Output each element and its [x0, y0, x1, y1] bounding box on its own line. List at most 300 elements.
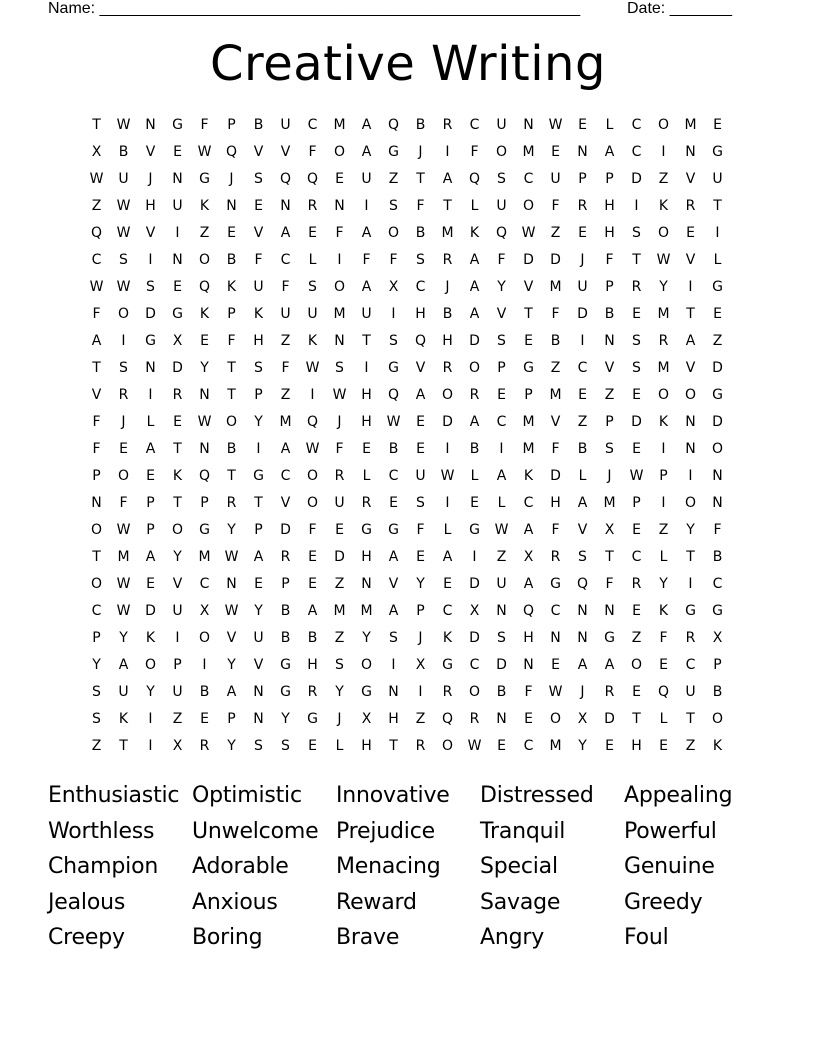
grid-letter: E: [632, 684, 641, 700]
grid-letter: X: [469, 603, 480, 619]
grid-letter: S: [497, 630, 506, 646]
grid-letter: G: [469, 522, 480, 538]
grid-letter: B: [388, 441, 399, 457]
grid-letter: X: [577, 711, 588, 727]
grid-letter: Q: [441, 711, 454, 727]
grid-letter: B: [280, 630, 291, 646]
grid-letter: F: [470, 144, 479, 160]
grid-letter: J: [337, 711, 342, 727]
word-list-item: Tranquil: [480, 818, 566, 844]
grid-letter: Q: [90, 225, 103, 241]
grid-letter: O: [333, 279, 346, 295]
grid-letter: T: [713, 198, 722, 214]
grid-letter: A: [118, 657, 129, 673]
grid-letter: H: [361, 414, 372, 430]
grid-letter: X: [91, 144, 102, 160]
grid-letter: E: [659, 657, 668, 673]
grid-letter: B: [280, 603, 291, 619]
grid-letter: Z: [415, 711, 426, 727]
grid-letter: I: [391, 306, 396, 322]
grid-letter: M: [522, 414, 535, 430]
grid-row: [83, 139, 731, 166]
grid-letter: P: [605, 414, 614, 430]
grid-letter: U: [496, 576, 507, 592]
grid-letter: U: [253, 630, 264, 646]
grid-letter: P: [605, 171, 614, 187]
grid-letter: Z: [280, 333, 291, 349]
grid-letter: A: [523, 576, 534, 592]
grid-letter: K: [199, 306, 210, 322]
grid-letter: W: [332, 387, 347, 403]
grid-letter: J: [337, 414, 342, 430]
grid-letter: A: [496, 468, 507, 484]
word-list-item: Anxious: [192, 889, 278, 915]
grid-letter: R: [442, 360, 453, 376]
grid-letter: J: [607, 468, 612, 484]
grid-letter: T: [686, 711, 695, 727]
grid-letter: N: [172, 252, 183, 268]
grid-letter: E: [443, 576, 452, 592]
grid-letter: E: [146, 576, 155, 592]
grid-letter: O: [306, 468, 319, 484]
grid-letter: Y: [92, 657, 101, 673]
grid-row: [83, 409, 731, 436]
grid-letter: C: [685, 657, 696, 673]
grid-letter: F: [389, 252, 398, 268]
grid-letter: N: [604, 603, 615, 619]
grid-letter: Q: [657, 684, 670, 700]
grid-letter: R: [685, 198, 696, 214]
grid-letter: L: [470, 468, 479, 484]
grid-letter: T: [227, 387, 236, 403]
grid-letter: N: [550, 630, 561, 646]
grid-letter: S: [416, 252, 425, 268]
grid-letter: G: [172, 117, 183, 133]
grid-letter: I: [580, 333, 585, 349]
grid-letter: C: [199, 576, 210, 592]
grid-letter: C: [91, 603, 102, 619]
grid-letter: O: [198, 252, 211, 268]
grid-letter: O: [711, 441, 724, 457]
grid-letter: T: [632, 711, 641, 727]
grid-letter: O: [117, 468, 130, 484]
grid-letter: W: [467, 738, 482, 754]
grid-letter: D: [469, 630, 480, 646]
grid-letter: E: [713, 117, 722, 133]
grid-letter: M: [657, 306, 670, 322]
grid-letter: L: [578, 468, 587, 484]
grid-letter: Z: [172, 711, 183, 727]
grid-letter: U: [172, 198, 183, 214]
grid-letter: L: [362, 468, 371, 484]
grid-letter: L: [605, 117, 614, 133]
grid-letter: D: [604, 711, 615, 727]
grid-row: [83, 301, 731, 328]
grid-letter: S: [92, 684, 101, 700]
grid-letter: U: [712, 171, 723, 187]
grid-letter: E: [254, 198, 263, 214]
grid-row: [83, 193, 731, 220]
grid-letter: S: [281, 738, 290, 754]
grid-letter: B: [415, 117, 426, 133]
grid-letter: O: [333, 144, 346, 160]
grid-letter: E: [308, 549, 317, 565]
grid-letter: D: [550, 468, 561, 484]
word-list-item: Distressed: [480, 783, 594, 808]
grid-letter: T: [416, 171, 425, 187]
grid-letter: X: [172, 333, 183, 349]
grid-letter: R: [469, 711, 480, 727]
grid-letter: H: [550, 495, 561, 511]
grid-letter: O: [711, 711, 724, 727]
grid-letter: O: [144, 657, 157, 673]
grid-letter: P: [578, 171, 587, 187]
grid-letter: N: [172, 171, 183, 187]
word-list-item: Enthusiastic: [48, 783, 180, 808]
grid-letter: C: [550, 603, 561, 619]
grid-letter: I: [337, 252, 342, 268]
grid-letter: F: [605, 252, 614, 268]
grid-letter: Z: [280, 387, 291, 403]
grid-letter: Y: [416, 576, 425, 592]
grid-letter: I: [499, 441, 504, 457]
grid-letter: G: [712, 144, 723, 160]
grid-letter: A: [469, 306, 480, 322]
grid-letter: U: [577, 279, 588, 295]
grid-letter: P: [632, 495, 641, 511]
grid-letter: C: [469, 117, 480, 133]
grid-letter: J: [229, 171, 234, 187]
grid-letter: M: [549, 387, 562, 403]
grid-letter: E: [416, 414, 425, 430]
grid-letter: R: [631, 279, 642, 295]
grid-letter: S: [497, 171, 506, 187]
grid-letter: D: [280, 522, 291, 538]
grid-letter: Y: [146, 684, 155, 700]
word-list-item: Genuine: [624, 854, 715, 880]
grid-letter: R: [577, 198, 588, 214]
grid-letter: N: [388, 684, 399, 700]
grid-row: [83, 733, 731, 760]
grid-letter: E: [227, 225, 236, 241]
grid-letter: C: [307, 117, 318, 133]
grid-letter: T: [227, 468, 236, 484]
grid-letter: I: [148, 711, 153, 727]
grid-letter: N: [496, 603, 507, 619]
grid-letter: E: [416, 441, 425, 457]
grid-letter: F: [497, 252, 506, 268]
grid-letter: W: [116, 603, 131, 619]
grid-letter: I: [418, 684, 423, 700]
word-list-item: Menacing: [336, 854, 441, 880]
grid-letter: U: [253, 279, 264, 295]
grid-letter: U: [172, 684, 183, 700]
grid-letter: Y: [281, 711, 290, 727]
grid-letter: Q: [468, 171, 481, 187]
grid-letter: R: [172, 387, 183, 403]
grid-letter: D: [145, 603, 156, 619]
grid-letter: K: [469, 225, 480, 241]
grid-letter: I: [148, 252, 153, 268]
grid-letter: Q: [387, 387, 400, 403]
word-list-item: Special: [480, 854, 558, 880]
grid-letter: O: [117, 306, 130, 322]
grid-letter: B: [712, 684, 723, 700]
grid-letter: D: [172, 360, 183, 376]
grid-letter: T: [389, 738, 398, 754]
grid-letter: P: [254, 522, 263, 538]
grid-letter: A: [226, 684, 237, 700]
grid-letter: F: [92, 306, 101, 322]
grid-letter: E: [416, 549, 425, 565]
grid-letter: O: [198, 630, 211, 646]
grid-letter: F: [254, 252, 263, 268]
grid-letter: O: [657, 225, 670, 241]
grid-letter: K: [253, 306, 264, 322]
grid-letter: N: [496, 711, 507, 727]
grid-letter: N: [334, 333, 345, 349]
grid-letter: U: [496, 117, 507, 133]
grid-letter: Q: [279, 171, 292, 187]
grid-letter: I: [445, 495, 450, 511]
grid-letter: S: [632, 360, 641, 376]
grid-letter: I: [148, 738, 153, 754]
grid-letter: A: [388, 603, 399, 619]
grid-letter: I: [688, 279, 693, 295]
grid-letter: T: [254, 495, 263, 511]
grid-letter: M: [549, 279, 562, 295]
grid-letter: R: [685, 630, 696, 646]
grid-letter: F: [308, 144, 317, 160]
grid-letter: F: [281, 360, 290, 376]
grid-letter: V: [253, 657, 264, 673]
grid-letter: G: [361, 684, 372, 700]
grid-letter: I: [634, 198, 639, 214]
grid-letter: K: [658, 198, 669, 214]
grid-letter: D: [469, 333, 480, 349]
grid-letter: A: [145, 549, 156, 565]
grid-letter: Y: [227, 522, 236, 538]
grid-letter: G: [307, 711, 318, 727]
grid-letter: F: [551, 198, 560, 214]
grid-letter: D: [523, 252, 534, 268]
grid-letter: M: [603, 495, 616, 511]
grid-letter: E: [200, 711, 209, 727]
grid-letter: M: [684, 117, 697, 133]
grid-letter: K: [226, 279, 237, 295]
grid-letter: R: [226, 495, 237, 511]
grid-letter: A: [685, 333, 696, 349]
grid-letter: S: [119, 360, 128, 376]
grid-letter: E: [578, 387, 587, 403]
grid-letter: E: [713, 306, 722, 322]
word-list-item: Creepy: [48, 925, 125, 951]
grid-letter: T: [173, 495, 182, 511]
grid-letter: U: [172, 603, 183, 619]
grid-letter: A: [442, 171, 453, 187]
grid-letter: V: [604, 360, 615, 376]
grid-letter: N: [226, 576, 237, 592]
grid-letter: E: [686, 225, 695, 241]
grid-letter: B: [199, 684, 210, 700]
grid-letter: A: [469, 279, 480, 295]
grid-letter: I: [688, 468, 693, 484]
grid-letter: W: [305, 360, 320, 376]
grid-letter: P: [200, 495, 209, 511]
grid-row: [83, 517, 731, 544]
grid-letter: E: [551, 144, 560, 160]
grid-letter: R: [631, 576, 642, 592]
word-list-item: Boring: [192, 925, 263, 951]
grid-letter: G: [442, 657, 453, 673]
grid-row: [83, 328, 731, 355]
grid-letter: W: [305, 441, 320, 457]
grid-letter: N: [712, 468, 723, 484]
grid-letter: B: [712, 549, 723, 565]
grid-letter: L: [308, 252, 317, 268]
grid-letter: N: [199, 387, 210, 403]
word-list-item: Appealing: [624, 783, 733, 808]
grid-letter: F: [308, 522, 317, 538]
grid-letter: W: [116, 576, 131, 592]
grid-letter: N: [604, 333, 615, 349]
word-list-item: Foul: [624, 925, 669, 951]
grid-letter: O: [306, 495, 319, 511]
grid-letter: V: [388, 576, 399, 592]
grid-letter: Z: [91, 198, 102, 214]
grid-row: [83, 247, 731, 274]
grid-row: [83, 220, 731, 247]
grid-letter: S: [92, 711, 101, 727]
grid-letter: N: [685, 144, 696, 160]
grid-letter: E: [632, 306, 641, 322]
grid-letter: F: [551, 522, 560, 538]
word-list-item: Powerful: [624, 818, 717, 844]
grid-letter: F: [200, 117, 209, 133]
grid-letter: G: [145, 333, 156, 349]
grid-letter: N: [523, 657, 534, 673]
grid-letter: C: [91, 252, 102, 268]
grid-letter: E: [335, 522, 344, 538]
grid-letter: H: [604, 225, 615, 241]
grid-letter: W: [494, 522, 509, 538]
grid-letter: H: [361, 549, 372, 565]
grid-letter: G: [523, 360, 534, 376]
grid-letter: N: [199, 441, 210, 457]
grid-letter: F: [92, 414, 101, 430]
grid-letter: Y: [659, 279, 668, 295]
grid-letter: H: [415, 306, 426, 322]
grid-letter: S: [416, 495, 425, 511]
grid-letter: V: [496, 306, 507, 322]
grid-letter: R: [307, 684, 318, 700]
grid-letter: P: [146, 495, 155, 511]
grid-letter: U: [280, 117, 291, 133]
grid-letter: V: [523, 279, 534, 295]
grid-letter: C: [496, 414, 507, 430]
grid-letter: S: [335, 360, 344, 376]
grid-letter: F: [605, 576, 614, 592]
grid-letter: P: [254, 387, 263, 403]
grid-letter: Q: [198, 279, 211, 295]
grid-letter: A: [361, 144, 372, 160]
grid-letter: K: [118, 711, 129, 727]
grid-letter: O: [171, 522, 184, 538]
grid-letter: F: [551, 441, 560, 457]
grid-letter: I: [472, 549, 477, 565]
grid-letter: C: [415, 279, 426, 295]
grid-letter: B: [496, 684, 507, 700]
grid-letter: V: [172, 576, 183, 592]
grid-letter: G: [199, 171, 210, 187]
grid-letter: Y: [686, 522, 695, 538]
header-row: [48, 0, 748, 20]
grid-letter: D: [712, 360, 723, 376]
grid-letter: P: [92, 468, 101, 484]
grid-letter: C: [523, 171, 534, 187]
grid-letter: H: [361, 738, 372, 754]
grid-letter: Z: [577, 414, 588, 430]
grid-letter: L: [335, 738, 344, 754]
grid-letter: S: [497, 333, 506, 349]
name-field-label[interactable]: Name: ______________________________________________________: [48, 0, 581, 17]
grid-letter: X: [172, 738, 183, 754]
grid-letter: P: [713, 657, 722, 673]
grid-letter: T: [686, 306, 695, 322]
grid-letter: N: [712, 495, 723, 511]
grid-letter: X: [388, 279, 399, 295]
grid-letter: W: [116, 522, 131, 538]
word-list-item: Unwelcome: [192, 818, 319, 844]
grid-letter: F: [416, 522, 425, 538]
grid-row: [83, 112, 731, 139]
grid-letter: U: [685, 684, 696, 700]
grid-letter: F: [659, 630, 668, 646]
grid-letter: Z: [712, 333, 723, 349]
grid-letter: B: [604, 306, 615, 322]
grid-letter: T: [362, 333, 371, 349]
grid-letter: E: [173, 144, 182, 160]
grid-letter: U: [118, 171, 129, 187]
grid-letter: K: [172, 468, 183, 484]
grid-letter: E: [578, 225, 587, 241]
grid-letter: I: [661, 495, 666, 511]
grid-letter: Q: [306, 171, 319, 187]
grid-letter: P: [497, 360, 506, 376]
word-list-item: Innovative: [336, 783, 450, 808]
grid-letter: N: [91, 495, 102, 511]
grid-letter: Z: [334, 630, 345, 646]
grid-letter: G: [685, 603, 696, 619]
grid-letter: M: [198, 549, 211, 565]
grid-letter: H: [523, 630, 534, 646]
grid-letter: Z: [334, 576, 345, 592]
grid-letter: M: [117, 549, 130, 565]
date-field-label[interactable]: Date: _______: [627, 0, 732, 17]
grid-letter: J: [148, 171, 153, 187]
grid-letter: I: [175, 630, 180, 646]
grid-letter: Y: [497, 279, 506, 295]
grid-letter: U: [280, 306, 291, 322]
grid-letter: O: [360, 657, 373, 673]
word-list-item: Reward: [336, 889, 417, 915]
grid-letter: F: [119, 495, 128, 511]
grid-letter: C: [631, 549, 642, 565]
grid-letter: D: [469, 576, 480, 592]
grid-letter: Y: [119, 630, 128, 646]
grid-letter: A: [577, 495, 588, 511]
grid-letter: F: [335, 225, 344, 241]
